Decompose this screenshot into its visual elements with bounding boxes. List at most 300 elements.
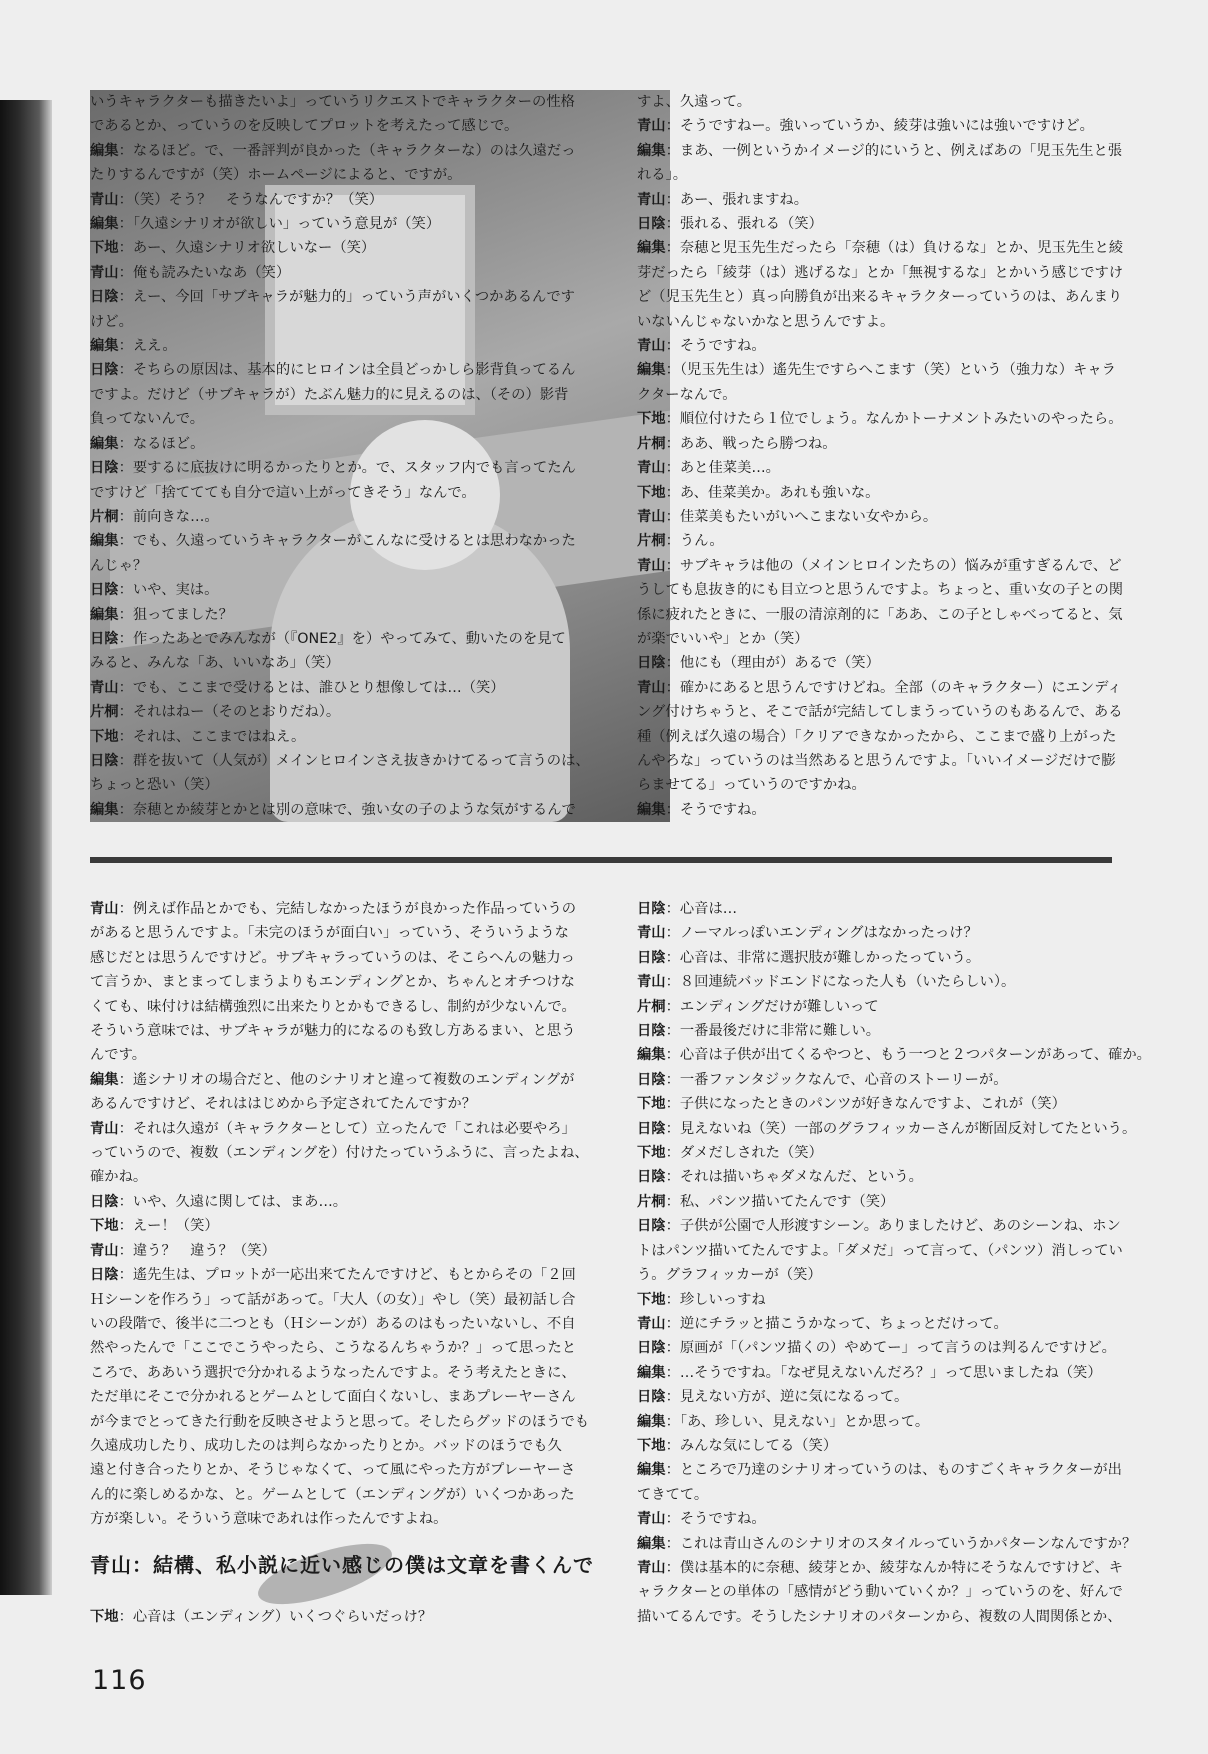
speaker-name: 編集 <box>90 533 119 550</box>
dialogue-text: ：それはねー（そのとおりだね）。 <box>118 704 341 721</box>
speaker-name: 日陰 <box>90 362 119 379</box>
dialogue-text: ：私、パンツ描いてたんです（笑） <box>665 1193 895 1210</box>
dialogue-text: ：奈穂とか綾芽とかとは別の意味で、強い女の子のような気がするんで <box>118 801 576 818</box>
dialogue-line <box>637 456 1147 480</box>
dialogue-line <box>637 1117 1157 1141</box>
speaker-name: 日陰 <box>637 1340 666 1357</box>
speaker-name: 青山 <box>90 1120 119 1137</box>
speaker-name: 編集 <box>637 1047 666 1064</box>
dialogue-text: ：なるほど。で、一番評判が良かった（キャラクターな）のは久遠だっ <box>118 142 576 159</box>
dialogue-text: ：ノーマルっぽいエンディングはなかったっけ？ <box>665 925 978 942</box>
speaker-name: 日陰 <box>90 460 119 477</box>
speaker-name: 下地 <box>90 728 119 745</box>
dialogue-text: ：子供になったときのパンツが好きなんですよ、これが（笑） <box>665 1096 1066 1113</box>
dialogue-text: 然やったんで「ここでこうやったら、こうなるんちゃうか？」って思ったと <box>90 1340 577 1357</box>
dialogue-text: ：（笑）そう？ そうなんですか？（笑） <box>118 191 384 208</box>
dialogue-text: 係に疲れたときに、一服の清涼剤的に「ああ、この子としゃべってると、気 <box>637 606 1123 623</box>
speaker-name: 青山 <box>90 901 119 917</box>
speaker-name: 編集 <box>637 1364 666 1381</box>
dialogue-text: ：一番最後だけに非常に難しい。 <box>665 1023 881 1040</box>
dialogue-text: であるとか、っていうのを反映してプロットを考えたって感じで。 <box>90 118 519 135</box>
dialogue-text: 芽だったら「綾芽（は）逃げるな」とか「無視するな」とかいう感じですけ <box>637 264 1124 281</box>
dialogue-text: 方が楽しい。そういう意味であれは作ったんですよね。 <box>90 1511 448 1528</box>
dialogue-line <box>637 897 1157 921</box>
column-top-right <box>637 90 1147 822</box>
dialogue-line <box>90 1361 600 1385</box>
dialogue-line <box>90 481 670 505</box>
dialogue-text: んです。 <box>90 1047 147 1064</box>
speaker-name: 下地 <box>637 1145 666 1162</box>
dialogue-line <box>90 1239 600 1263</box>
dialogue-text: いの段階で、後半に二つとも（Ｈシーンが）あるのはもったいないし、不自 <box>90 1315 576 1332</box>
dialogue-text: ：俺も読みたいなあ（笑） <box>118 264 291 281</box>
speaker-name: 日陰 <box>637 1120 666 1137</box>
dialogue-text: て言うか、まとまってしまうよりもエンディングとか、ちゃんとオチつけな <box>90 974 575 991</box>
dialogue-text: ：心音は、非常に選択肢が難しかったっていう。 <box>665 949 981 966</box>
speaker-name: 日陰 <box>637 1071 666 1088</box>
dialogue-line <box>90 749 670 773</box>
dialogue-line <box>90 456 670 480</box>
dialogue-line <box>637 1190 1157 1214</box>
dialogue-line <box>637 383 1147 407</box>
dialogue-text: ど（児玉先生と）真っ向勝負が出来るキャラクターっていうのは、あんまり <box>637 289 1123 306</box>
dialogue-text: ：エンディングだけが難しいって <box>665 998 879 1015</box>
dialogue-line <box>637 261 1147 285</box>
dialogue-line <box>90 1605 600 1629</box>
dialogue-text: ころで、ああいう選択で分かれるようなったんですよ。そう考えたときに、 <box>90 1364 576 1381</box>
speaker-name: 日陰 <box>637 949 666 966</box>
dialogue-text: ：えー、今回「サブキャラが魅力的」っていう声がいくつかあるんです <box>118 289 575 306</box>
dialogue-line <box>90 212 670 236</box>
dialogue-text: ：そちらの原因は、基本的にヒロインは全員どっかしら影背負ってるん <box>118 362 576 379</box>
speaker-name: 片桐 <box>90 704 119 721</box>
dialogue-text: んやろな」っていうのは当然あると思うんですよ。「いいイメージだけで膨 <box>637 752 1116 769</box>
dialogue-text: ：いや、実は。 <box>118 582 219 599</box>
dialogue-line <box>90 90 670 114</box>
speaker-name: 片桐 <box>637 1193 666 1210</box>
dialogue-text: 描いてるんです。そうしたシナリオのパターンから、複数の人間関係とか、 <box>637 1608 1122 1625</box>
speaker-name: 編集 <box>90 216 119 233</box>
column-bottom-right <box>637 897 1157 1629</box>
dialogue-line <box>90 970 600 994</box>
speaker-name: 片桐 <box>637 435 666 452</box>
dialogue-line <box>637 285 1147 309</box>
dialogue-text: ：サブキャラは他の（メインヒロインたちの）悩みが重すぎるんで、ど <box>665 557 1122 574</box>
dialogue-text: ：…そうですね。「なぜ見えないんだろ？」って思いましたね（笑） <box>665 1364 1102 1381</box>
dialogue-line <box>90 578 670 602</box>
speaker-name: 編集 <box>637 1413 666 1430</box>
dialogue-line <box>637 1483 1157 1507</box>
section-divider <box>90 857 1112 863</box>
dialogue-text: ：でも、ここまで受けるとは、誰ひとり想像しては…（笑） <box>118 679 505 696</box>
dialogue-line <box>90 407 670 431</box>
dialogue-line <box>90 1092 600 1116</box>
speaker-name: 編集 <box>637 142 666 159</box>
speaker-name: 編集 <box>90 801 119 818</box>
dialogue-line <box>637 798 1147 822</box>
dialogue-text: う。グラフィッカーが（笑） <box>637 1267 822 1284</box>
dialogue-text: ：これは青山さんのシナリオのスタイルっていうかパターンなんですか？ <box>665 1535 1137 1552</box>
dialogue-text: ：そうですねー。強いっていうか、綾芽は強いには強いですけど。 <box>665 118 1094 135</box>
column-bottom-left-continued <box>90 1605 600 1629</box>
speaker-name: 片桐 <box>637 998 666 1015</box>
dialogue-text: ん的に楽しめるかな、と。ゲームとして（エンディングが）いくつかあった <box>90 1486 575 1503</box>
dialogue-line <box>637 90 1147 114</box>
dialogue-text: ：一番ファンタジックなんで、心音のストーリーが。 <box>665 1071 1008 1088</box>
dialogue-line <box>637 1068 1157 1092</box>
dialogue-text: 感じだとは思うんですけど。サブキャラっていうのは、そこらへんの魅力っ <box>90 949 575 966</box>
dialogue-text: たりするんですが（笑）ホームページによると、ですが。 <box>90 167 462 184</box>
dialogue-text: ：「あ、珍しい、見えない」とか思って。 <box>665 1413 930 1430</box>
dialogue-line <box>90 163 670 187</box>
dialogue-line <box>90 946 600 970</box>
dialogue-line <box>637 1361 1157 1385</box>
dialogue-line <box>637 1458 1157 1482</box>
dialogue-text: ちょっと恐い（笑） <box>90 777 219 794</box>
dialogue-text: ：逆にチラッと描こうかなって、ちょっとだけって。 <box>665 1315 1008 1332</box>
dialogue-text: ング付けちゃうと、そこで話が完結してしまうっていうのもあるんで、ある <box>637 704 1123 721</box>
dialogue-text: ：そうですね。 <box>665 801 766 818</box>
dialogue-line <box>637 1288 1157 1312</box>
dialogue-text: いないんじゃないかなと思うんですよ。 <box>637 313 895 330</box>
dialogue-line <box>637 1312 1157 1336</box>
speaker-name: 編集 <box>90 1071 119 1088</box>
dialogue-text: みると、みんな「あ、いいなあ」（笑） <box>90 655 340 672</box>
dialogue-line <box>637 432 1147 456</box>
dialogue-text: ：ああ、戦ったら勝つね。 <box>665 435 837 452</box>
dialogue-text: ：ダメだしされた（笑） <box>665 1145 823 1162</box>
speaker-name: 下地 <box>90 1609 119 1625</box>
dialogue-line <box>637 1141 1157 1165</box>
dialogue-line <box>90 1141 600 1165</box>
dialogue-text: ：そうですね。 <box>665 1511 766 1528</box>
dialogue-line <box>637 1019 1157 1043</box>
dialogue-text: ：作ったあとでみんなが（『ONE2』を）やってみて、動いたのを見て <box>118 630 566 647</box>
speaker-name: 編集 <box>637 801 666 818</box>
dialogue-text: ：前向きな…。 <box>118 508 219 525</box>
speaker-name: 青山 <box>637 191 666 208</box>
speaker-name: 日陰 <box>637 901 666 917</box>
dialogue-text: ：張れる、張れる（笑） <box>665 216 823 233</box>
dialogue-line <box>90 921 600 945</box>
dialogue-line <box>637 358 1147 382</box>
speaker-name: 青山 <box>637 1511 666 1528</box>
speaker-name: 日陰 <box>90 289 119 306</box>
dialogue-text: ：僕は基本的に奈穂、綾芽とか、綾芽なんか特にそうなんですけど、キ <box>665 1559 1124 1576</box>
dialogue-line <box>90 188 670 212</box>
dialogue-line <box>637 676 1147 700</box>
dialogue-text: があると思うんですよ。「未完のほうが面白い」っていう、そういうような <box>90 925 569 942</box>
dialogue-line <box>637 700 1147 724</box>
dialogue-text: らませてる」っていうのですかね。 <box>637 777 866 794</box>
speaker-name: 下地 <box>637 1096 666 1113</box>
speaker-name: 下地 <box>637 484 666 501</box>
dialogue-line <box>637 1263 1157 1287</box>
dialogue-text: ：（児玉先生は）遙先生ですらへこます（笑）という（強力な）キャラ <box>665 362 1116 379</box>
speaker-name: 片桐 <box>90 508 119 525</box>
speaker-name: 日陰 <box>90 582 119 599</box>
dialogue-line <box>637 310 1147 334</box>
dialogue-line <box>90 725 670 749</box>
speaker-name: 青山 <box>637 508 666 525</box>
dialogue-text: ャラクターとの単体の「感情がどう動いていくか？」っていうのを、好んで <box>637 1584 1123 1601</box>
dialogue-text: ：ええ。 <box>118 338 177 355</box>
dialogue-line <box>90 1385 600 1409</box>
dialogue-line <box>90 700 670 724</box>
dialogue-text: ：「久遠シナリオが欲しい」っていう意見が（笑） <box>118 216 441 233</box>
column-top-left <box>90 90 670 822</box>
page-number: 116 <box>92 1665 147 1696</box>
dialogue-text: が楽でいいや」とか（笑） <box>637 630 809 647</box>
speaker-name: 日陰 <box>637 1218 666 1235</box>
dialogue-text: ：確かにあると思うんですけどね。全部（のキャラクター）にエンディ <box>665 679 1122 696</box>
dialogue-text: ：心音は（エンディング）いくつぐらいだっけ？ <box>118 1609 433 1625</box>
dialogue-line <box>637 1556 1157 1580</box>
speaker-name: 日陰 <box>90 1267 119 1284</box>
dialogue-line <box>90 139 670 163</box>
dialogue-line <box>637 1434 1157 1458</box>
dialogue-text: ：奈穂と児玉先生だったら「奈穂（は）負けるな」とか、児玉先生と綾 <box>665 240 1124 257</box>
dialogue-line <box>90 529 670 553</box>
dialogue-line <box>637 212 1147 236</box>
dialogue-line <box>637 481 1147 505</box>
dialogue-line <box>637 773 1147 797</box>
dialogue-line <box>637 749 1147 773</box>
speaker-name: 青山 <box>637 460 666 477</box>
speaker-name: 編集 <box>90 606 119 623</box>
dialogue-text: けど。 <box>90 313 133 330</box>
dialogue-text: ：狙ってました？ <box>118 606 233 623</box>
dialogue-text: ：群を抜いて（人気が）メインヒロインさえ抜きかけてるって言うのは、 <box>118 752 590 769</box>
dialogue-line <box>637 1092 1157 1116</box>
dialogue-text: うしても息抜き的にも目立つと思うんですよ。ちょっと、重い女の子との関 <box>637 582 1124 599</box>
dialogue-text: ：あー、久遠シナリオ欲しいなー（笑） <box>118 240 376 257</box>
dialogue-line <box>637 1532 1157 1556</box>
speaker-name: 編集 <box>637 1535 666 1552</box>
dialogue-line <box>90 334 670 358</box>
dialogue-text: ：ところで乃達のシナリオっていうのは、ものすごくキャラクターが出 <box>665 1462 1122 1479</box>
speaker-name: 日陰 <box>90 1193 119 1210</box>
dialogue-line <box>637 946 1157 970</box>
speaker-name: 下地 <box>90 1218 119 1235</box>
dialogue-text: ：それは、ここまではねえ。 <box>118 728 306 745</box>
speaker-name: 青山 <box>637 118 666 135</box>
dialogue-text: ：心音は子供が出てくるやつと、もう一つと２つパターンがあって、確か。 <box>665 1047 1151 1064</box>
dialogue-text: ：うん。 <box>665 533 724 550</box>
speaker-name: 日陰 <box>637 216 666 233</box>
dialogue-line <box>90 1190 600 1214</box>
dialogue-line <box>90 1336 600 1360</box>
dialogue-line <box>90 1165 600 1189</box>
dialogue-line <box>90 1312 600 1336</box>
dialogue-text: ：遙シナリオの場合だと、他のシナリオと違って複数のエンディングが <box>118 1071 575 1088</box>
speaker-name: 青山 <box>637 1315 666 1332</box>
dialogue-text: ：いや、久遠に関しては、まあ…。 <box>118 1193 348 1210</box>
dialogue-text: あるんですけど、それははじめから予定されてたんですか？ <box>90 1096 477 1113</box>
section-heading: 青山：結構、私小説に近い感じの僕は文章を書くんで <box>90 1553 594 1577</box>
dialogue-text: すよ、久遠って。 <box>637 94 752 110</box>
speaker-name: 編集 <box>90 338 119 355</box>
dialogue-text: ：見えない方が、逆に気になるって。 <box>665 1389 909 1406</box>
speaker-name: 日陰 <box>637 1389 666 1406</box>
dialogue-text: ：心音は… <box>665 901 738 917</box>
dialogue-line <box>637 1385 1157 1409</box>
speaker-name: 青山 <box>637 679 666 696</box>
dialogue-text: ：みんな気にしてる（笑） <box>665 1437 838 1454</box>
dialogue-text: ：見えないね（笑）一部のグラフィッカーさんが断固反対してたという。 <box>665 1120 1137 1137</box>
dialogue-line <box>637 627 1147 651</box>
dialogue-line <box>637 188 1147 212</box>
dialogue-text: が今までとってきた行動を反映させようと思って。そしたらグッドのほうでも <box>90 1413 590 1430</box>
dialogue-line <box>90 1410 600 1434</box>
speaker-name: 日陰 <box>90 752 119 769</box>
dialogue-text: ：遙先生は、プロットが一応出来てたんですけど、もとからその「２回 <box>118 1267 576 1284</box>
dialogue-text: ：なるほど。 <box>118 435 205 452</box>
dialogue-line <box>90 1117 600 1141</box>
dialogue-text: ：要するに底抜けに明るかったりとか。で、スタッフ内でも言ってたん <box>118 460 576 477</box>
speaker-name: 編集 <box>637 362 666 379</box>
dialogue-line <box>637 1605 1157 1629</box>
dialogue-line <box>90 995 600 1019</box>
dialogue-text: そういう意味では、サブキャラが魅力的になるのも致し方あるまい、と思う <box>90 1023 576 1040</box>
dialogue-line <box>637 603 1147 627</box>
dialogue-line <box>90 114 670 138</box>
dialogue-text: 種（例えば久遠の場合）「クリアできなかったから、ここまで盛り上がった <box>637 728 1117 745</box>
dialogue-line <box>637 725 1147 749</box>
dialogue-line <box>90 1214 600 1238</box>
speaker-name: 青山 <box>637 1559 666 1576</box>
dialogue-line <box>637 554 1147 578</box>
dialogue-line <box>90 627 670 651</box>
dialogue-text: ：でも、久遠っていうキャラクターがこんなに受けるとは思わなかった <box>118 533 576 550</box>
speaker-name: 日陰 <box>637 1023 666 1040</box>
dialogue-text: ：そうですね。 <box>665 338 766 355</box>
speaker-name: 下地 <box>90 240 119 257</box>
dialogue-line <box>90 310 670 334</box>
speaker-name: 日陰 <box>90 630 119 647</box>
speaker-name: 編集 <box>90 142 119 159</box>
speaker-name: 青山 <box>637 925 666 942</box>
dialogue-text: 負ってないんで。 <box>90 411 205 428</box>
dialogue-text: Ｈシーンを作ろう」って話があって。「大人（の女）」やし（笑）最初話し合 <box>90 1291 576 1308</box>
dialogue-line <box>637 651 1147 675</box>
dialogue-text: ：それは描いちゃダメなんだ、という。 <box>665 1169 923 1186</box>
speaker-name: 編集 <box>637 1462 666 1479</box>
dialogue-line <box>637 1336 1157 1360</box>
dialogue-text: ですけど「捨ててても自分で這い上がってきそう」なんで。 <box>90 484 476 501</box>
dialogue-text: ：あと佳菜美…。 <box>665 460 780 477</box>
dialogue-line <box>90 1458 600 1482</box>
dialogue-line <box>90 897 600 921</box>
dialogue-text: トはパンツ描いてたんですよ。「ダメだ」って言って、（パンツ）消しってい <box>637 1242 1123 1259</box>
speaker-name: 青山 <box>637 974 666 991</box>
dialogue-text: クターなんで。 <box>637 386 737 403</box>
dialogue-text: ：えー！（笑） <box>118 1218 219 1235</box>
dialogue-line <box>637 578 1147 602</box>
speaker-name: 下地 <box>637 411 666 428</box>
speaker-name: 下地 <box>637 1437 666 1454</box>
dialogue-line <box>637 407 1147 431</box>
dialogue-line <box>637 995 1157 1019</box>
dialogue-text: ：あー、張れますね。 <box>665 191 808 208</box>
speaker-name: 青山 <box>90 1242 119 1259</box>
dialogue-text: くても、味付けは結構強烈に出来たりとかもできるし、制約が少ないんで。 <box>90 998 576 1015</box>
dialogue-text: ：それは久遠が（キャラクターとして）立ったんで「これは必要やろ」 <box>118 1120 576 1137</box>
dialogue-line <box>90 603 670 627</box>
dialogue-line <box>637 1165 1157 1189</box>
dialogue-line <box>90 651 670 675</box>
dialogue-line <box>637 921 1157 945</box>
dialogue-text: ：８回連続バッドエンドになった人も（いたらしい）。 <box>665 974 1016 991</box>
dialogue-line <box>90 358 670 382</box>
dialogue-line <box>90 1068 600 1092</box>
dialogue-line <box>90 261 670 285</box>
dialogue-text: ：原画が「（パンツ描くの）やめてー」って言うのは判るんですけど。 <box>665 1340 1116 1357</box>
dialogue-line <box>90 285 670 309</box>
dialogue-text: んじゃ？ <box>90 557 148 574</box>
page-edge-shadow <box>0 100 52 1595</box>
dialogue-line <box>637 529 1147 553</box>
dialogue-text: ：まあ、一例というかイメージ的にいうと、例えばあの「児玉先生と張 <box>665 142 1123 159</box>
dialogue-text: 遠と付き合ったりとか、そうじゃなくて、って風にやった方がプレーヤーさ <box>90 1462 576 1479</box>
dialogue-line <box>90 1019 600 1043</box>
speaker-name: 編集 <box>637 240 666 257</box>
dialogue-text: ：子供が公園で人形渡すシーン。ありましたけど、あのシーンね、ホン <box>665 1218 1121 1235</box>
dialogue-text: ：佳菜美もたいがいへこまない女やから。 <box>665 508 938 525</box>
speaker-name: 青山 <box>90 191 119 208</box>
dialogue-line <box>90 798 670 822</box>
column-bottom-left <box>90 897 600 1532</box>
dialogue-text: ：あ、佳菜美か。あれも強いな。 <box>665 484 880 501</box>
dialogue-line <box>637 970 1157 994</box>
dialogue-line <box>637 1580 1157 1604</box>
dialogue-line <box>637 139 1147 163</box>
dialogue-text: ですよ。だけど（サブキャラが）たぶん魅力的に見えるのは、（その）影背 <box>90 386 569 403</box>
speaker-name: 片桐 <box>637 533 666 550</box>
dialogue-line <box>90 676 670 700</box>
dialogue-text: てきてて。 <box>637 1486 709 1503</box>
speaker-name: 編集 <box>90 435 119 452</box>
speaker-name: 青山 <box>637 338 666 355</box>
speaker-name: 日陰 <box>637 1169 666 1186</box>
dialogue-line <box>637 1239 1157 1263</box>
speaker-name: 青山 <box>637 557 666 574</box>
dialogue-text: っていうので、複数（エンディングを）付けたっていうふうに、言ったよね、 <box>90 1145 589 1162</box>
dialogue-text: ：他にも（理由が）あるで（笑） <box>665 655 880 672</box>
dialogue-line <box>637 1507 1157 1531</box>
dialogue-line <box>90 432 670 456</box>
dialogue-line <box>90 1434 600 1458</box>
dialogue-text: ：違う？ 違う？（笑） <box>118 1242 276 1259</box>
dialogue-line <box>90 1043 600 1067</box>
dialogue-line <box>90 1288 600 1312</box>
dialogue-text: ：珍しいっすね <box>665 1291 766 1308</box>
dialogue-line <box>90 773 670 797</box>
dialogue-line <box>90 1263 600 1287</box>
dialogue-line <box>637 1410 1157 1434</box>
dialogue-text: れる」。 <box>637 167 688 184</box>
dialogue-text: 確かね。 <box>90 1169 148 1186</box>
dialogue-line <box>637 114 1147 138</box>
dialogue-text: いうキャラクターも描きたいよ」っていうリクエストでキャラクターの性格 <box>90 94 575 110</box>
dialogue-line <box>90 1507 600 1531</box>
dialogue-text: ：順位付けたら１位でしょう。なんかトーナメントみたいのやったら。 <box>665 411 1123 428</box>
dialogue-line <box>90 554 670 578</box>
dialogue-line <box>90 505 670 529</box>
dialogue-line <box>637 1043 1157 1067</box>
speaker-name: 青山 <box>90 679 119 696</box>
speaker-name: 青山 <box>90 264 119 281</box>
